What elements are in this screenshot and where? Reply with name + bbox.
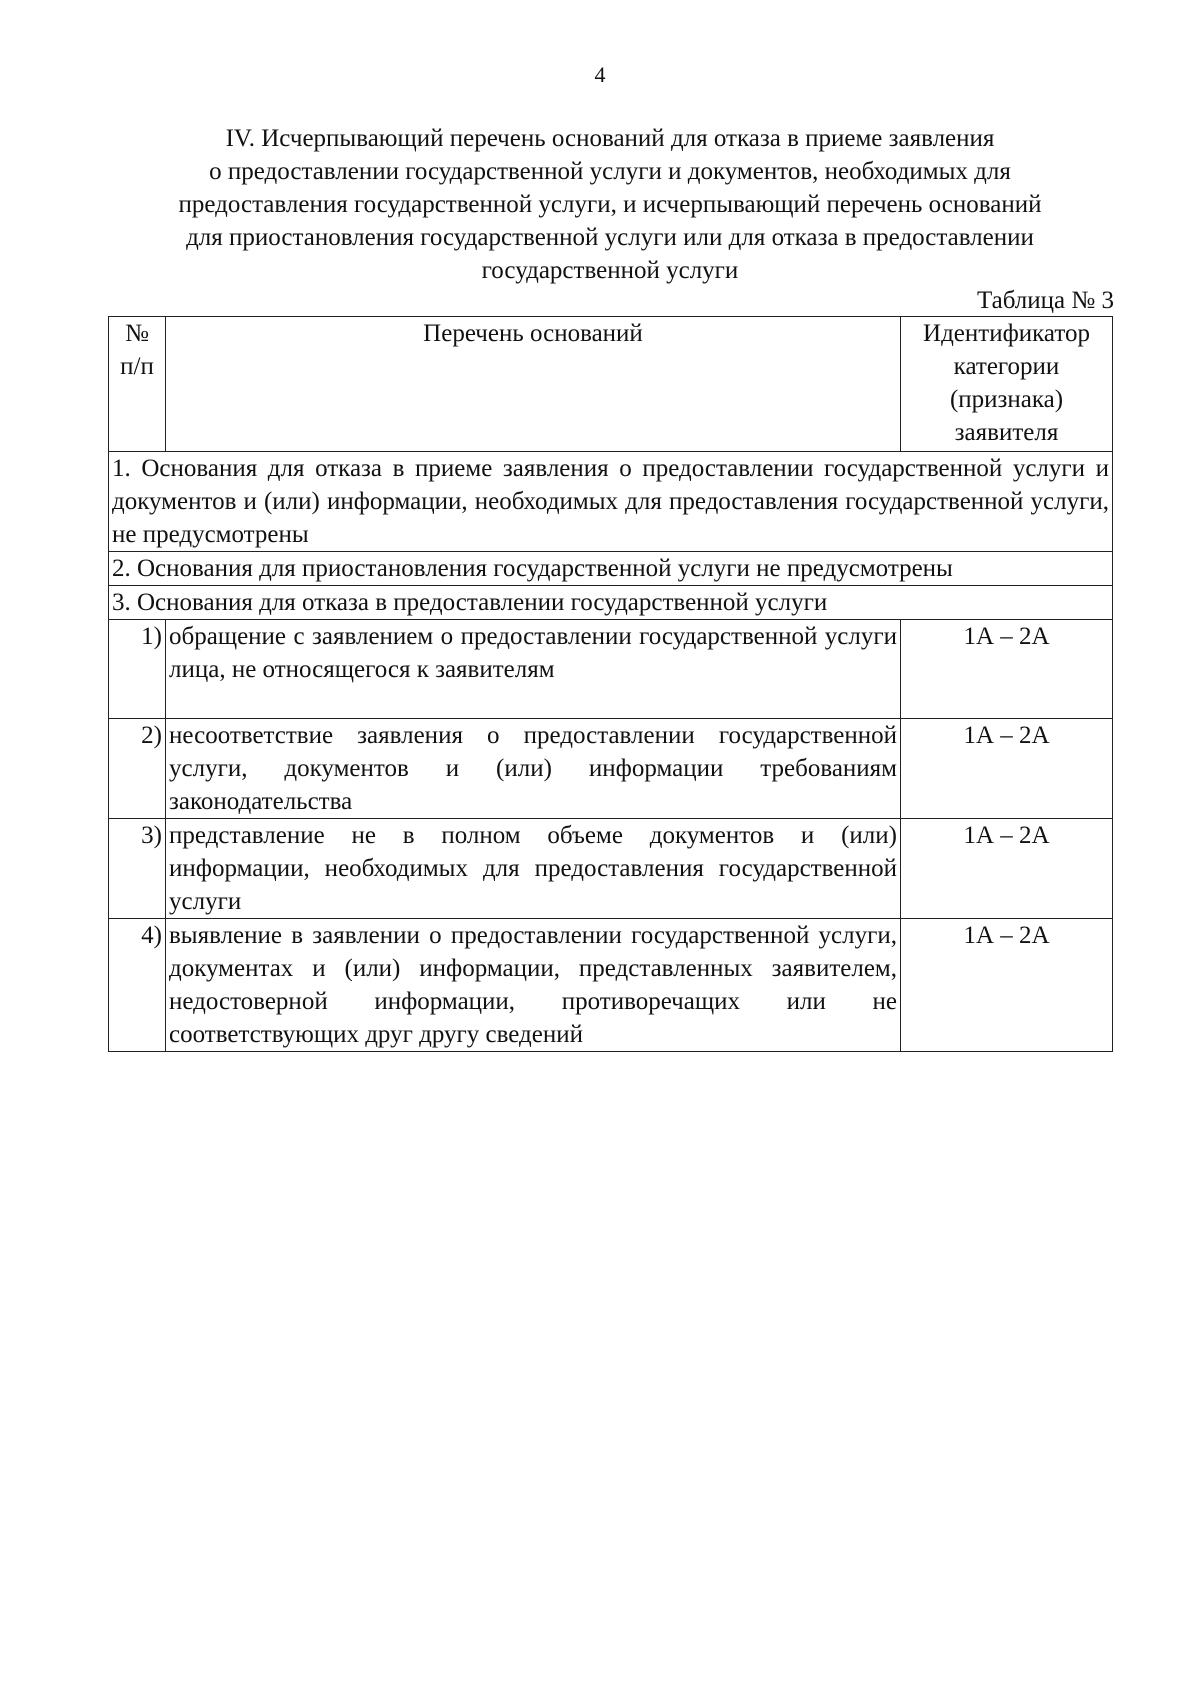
- row-ground-text: обращение с заявлением о предоставлении государственной услуги лица, не относящегося к заявителям: [166, 620, 901, 719]
- table-caption: Таблица № 3: [976, 287, 1114, 314]
- section-title-line: о предоставлении государственной услуги и документов, необходимых для: [209, 158, 1011, 185]
- page-number: 4: [594, 62, 606, 87]
- row-category-id: 1А – 2А: [901, 919, 1113, 1052]
- row-ground-text: выявление в заявлении о предоставлении государственной услуги, документах и (или) информации, представленных заявителем, недостоверной информации, противоречащих или не соответствующих друг другу сведений: [166, 919, 901, 1052]
- row-number: 3): [109, 819, 166, 919]
- section-row: [109, 452, 1113, 552]
- section-title-line: государственной услуги: [481, 257, 739, 284]
- row-number: 2): [109, 719, 166, 819]
- header-number: № п/п: [109, 317, 166, 452]
- row-ground-text: несоответствие заявления о предоставлении государственной услуги, документов и (или) информации требованиям законодательства: [166, 719, 901, 819]
- table-row: [109, 719, 1113, 819]
- row-category-id: 1А – 2А: [901, 819, 1113, 919]
- section-row: [109, 552, 1113, 586]
- grounds-table: [108, 316, 1113, 1052]
- section-row-2: 2. Основания для приостановления государственной услуги не предусмотрены: [109, 552, 1113, 586]
- section-title-line: для приостановления государственной услуги или для отказа в предоставлении: [186, 224, 1034, 251]
- table-row: [109, 620, 1113, 719]
- section-row-1: 1. Основания для отказа в приеме заявления о предоставлении государственной услуги и документов и (или) информации, необходимых для предоставления государственной услуги, не предусмотрены: [109, 452, 1113, 552]
- row-category-id: 1А – 2А: [901, 620, 1113, 719]
- row-category-id: 1А – 2А: [901, 719, 1113, 819]
- row-ground-text: представление не в полном объеме документов и (или) информации, необходимых для предоставления государственной услуги: [166, 819, 901, 919]
- section-row: [109, 586, 1113, 620]
- table-header-row: [109, 317, 1113, 452]
- section-title-line: предоставления государственной услуги, и исчерпывающий перечень оснований: [178, 191, 1042, 218]
- table-row: [109, 919, 1113, 1052]
- section-title: [110, 122, 1110, 287]
- table-row: [109, 819, 1113, 919]
- row-number: 4): [109, 919, 166, 1052]
- section-row-3: 3. Основания для отказа в предоставлении государственной услуги: [109, 586, 1113, 620]
- row-number: 1): [109, 620, 166, 719]
- header-applicant-category-id: Идентификатор категории (признака) заявителя: [901, 317, 1113, 452]
- section-title-line: IV. Исчерпывающий перечень оснований для отказа в приеме заявления: [225, 125, 995, 152]
- header-grounds-list: Перечень оснований: [166, 317, 901, 452]
